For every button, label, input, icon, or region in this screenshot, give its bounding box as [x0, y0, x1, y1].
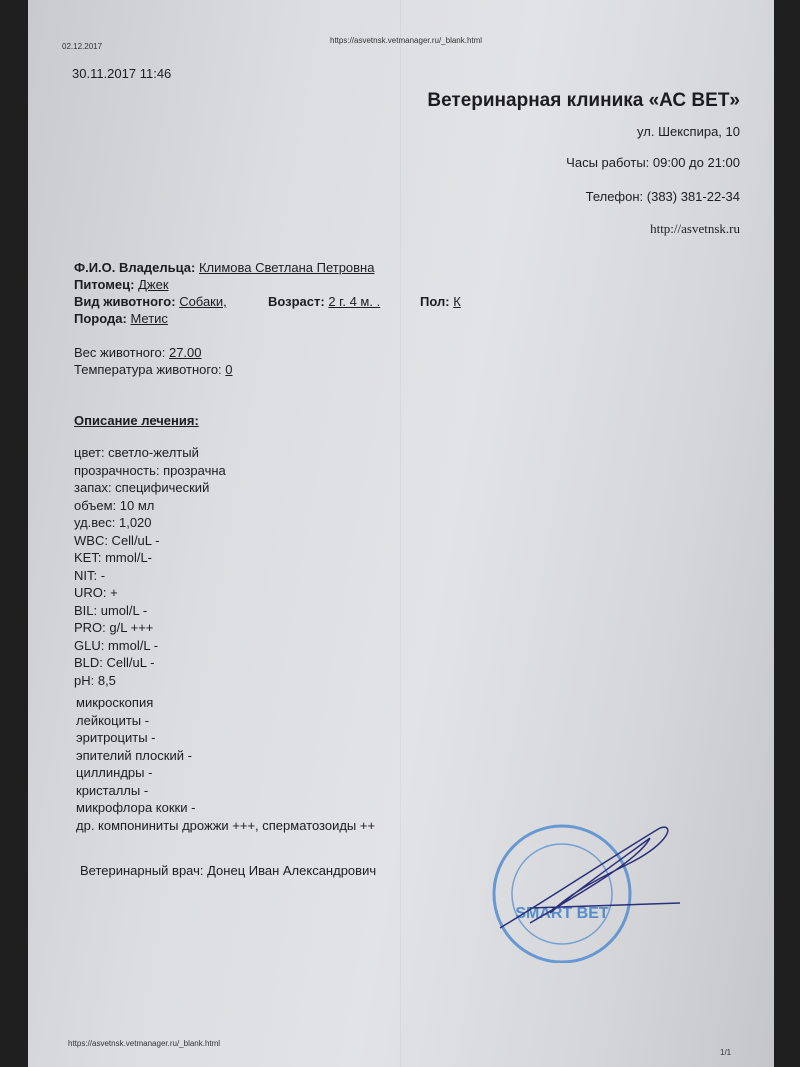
urinalysis-item: BIL: umol/L -	[74, 602, 148, 618]
urinalysis-item: WBC: Cell/uL -	[74, 532, 160, 548]
fold-line	[400, 0, 401, 1067]
sex-line	[420, 294, 461, 309]
clinic-address: ул. Шекспира, 10	[637, 124, 740, 139]
document-datetime: 30.11.2017 11:46	[72, 66, 172, 81]
sex-value: К	[453, 294, 461, 309]
urinalysis-item: NIT: -	[74, 567, 106, 583]
age-line	[268, 294, 380, 309]
urinalysis-item: цвет: светло-желтый	[74, 445, 199, 460]
species-label: Вид животного:	[74, 294, 176, 309]
urinalysis-item: BLD: Cell/uL -	[74, 655, 155, 670]
urinalysis-item: запах: специфический	[74, 480, 210, 495]
print-url: https://asvetnsk.vetmanager.ru/_blank.html	[330, 36, 483, 45]
microscopy-item: микрофлора кокки -	[76, 800, 196, 815]
urinalysis-item: объем: 10 мл	[74, 497, 155, 513]
breed-label: Порода:	[74, 311, 127, 326]
microscopy-item: лейкоциты -	[76, 712, 150, 728]
urinalysis-item: уд.вес: 1,020	[74, 515, 152, 530]
clinic-phone: Телефон: (383) 381-22-34	[585, 189, 740, 204]
stamp-signature	[490, 818, 680, 963]
footer-url: https://asvetnsk.vetmanager.ru/_blank.html	[68, 1039, 221, 1048]
microscopy-item: эритроциты -	[76, 730, 156, 745]
species-value: Собаки,	[179, 294, 227, 309]
species-line	[74, 294, 227, 309]
pet-value: Джек	[138, 277, 169, 292]
pet-line	[74, 277, 169, 292]
urinalysis-item: pH: 8,5	[74, 672, 116, 688]
urinalysis-item: KET: mmol/L-	[74, 550, 153, 565]
microscopy-item: кристаллы -	[76, 782, 149, 798]
owner-label: Ф.И.О. Владельца:	[74, 260, 196, 275]
treatment-heading: Описание лечения:	[74, 413, 199, 428]
page-number: 1/1	[720, 1048, 732, 1057]
stamp-icon	[494, 826, 630, 962]
urinalysis-item: PRO: g/L +++	[74, 620, 154, 635]
owner-line	[74, 260, 374, 275]
clinic-hours: Часы работы: 09:00 до 21:00	[566, 155, 740, 170]
microscopy-item: эпителий плоский -	[76, 747, 192, 763]
age-label: Возраст:	[268, 294, 325, 309]
clinic-name: Ветеринарная клиника «АС ВЕТ»	[427, 90, 740, 111]
print-date: 02.12.2017	[62, 42, 103, 51]
temp-label: Температура животного:	[74, 362, 222, 377]
urinalysis-item: прозрачность: прозрачна	[74, 462, 226, 478]
sex-label: Пол:	[420, 294, 450, 309]
microscopy-item: др. компониниты дрожжи +++, сперматозоиды ++	[76, 817, 376, 833]
microscopy-item: циллиндры -	[76, 765, 153, 780]
age-value: 2 г. 4 м. .	[328, 294, 381, 309]
breed-value: Метис	[130, 311, 168, 326]
breed-line	[74, 311, 168, 326]
weight-label: Вес животного:	[74, 345, 166, 360]
temp-line	[74, 362, 233, 377]
weight-line	[74, 345, 202, 360]
weight-value: 27.00	[168, 345, 202, 360]
clinic-website: http://asvetnsk.ru	[650, 221, 740, 236]
owner-value: Климова Светлана Петровна	[198, 260, 375, 275]
urinalysis-item: URO: +	[74, 585, 118, 600]
microscopy-list	[76, 694, 375, 834]
microscopy-item: микроскопия	[76, 695, 154, 710]
pet-label: Питомец:	[74, 277, 135, 292]
vet-name: Ветеринарный врач: Донец Иван Александрович	[80, 863, 377, 878]
urinalysis-item: GLU: mmol/L -	[74, 637, 159, 653]
urinalysis-list	[74, 444, 226, 689]
temp-value: 0	[225, 362, 233, 377]
svg-text:SMART BET: SMART BET	[515, 905, 609, 922]
